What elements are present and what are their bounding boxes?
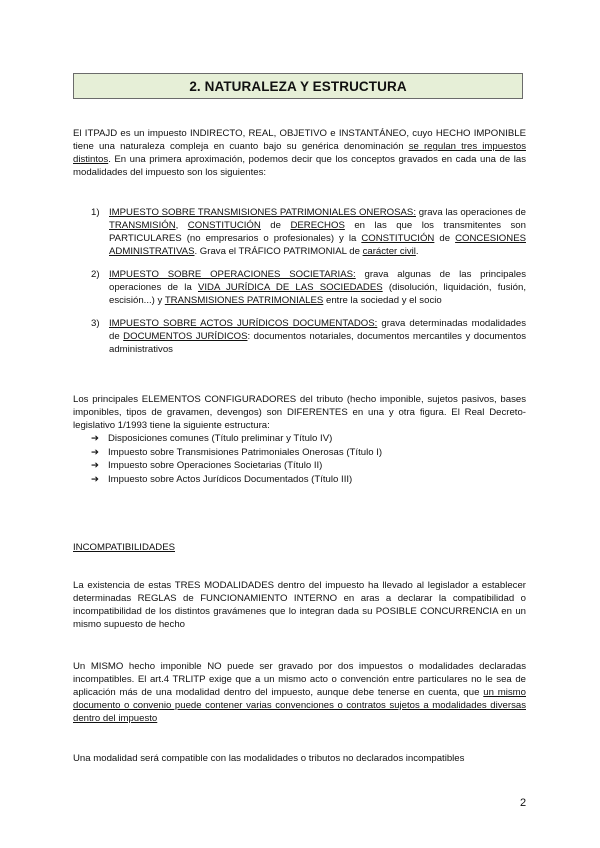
incompat-paragraph-1: La existencia de estas TRES MODALIDADES dentro del impuesto ha llevado al legislador a establecer determinadas REGLAS de FUNCIONAMIENTO INTERNO en aras a declarar la compatibilidad o incompatibilidad de los distintos gravámenes que lo integran dada su POSIBLE CONCURRENCIA en un mismo supuesto de hecho (73, 580, 526, 630)
modalities-list (91, 206, 526, 366)
incompat-p2-text: Un MISMO hecho imponible NO puede ser gravado por dos impuestos o modalidades declaradas incompatibles. El art.4 TRLITP exige que a un mismo acto o convención entre particulares no le sea de aplicación más de una modalidad dentro del impuesto, aunque debe tenerse en cuenta, que (73, 661, 526, 698)
structure-item-label: Impuesto sobre Operaciones Societarias (Título II) (108, 460, 323, 471)
structure-item-label: Impuesto sobre Actos Jurídicos Documentados (Título III) (108, 473, 353, 485)
incompat-paragraph-3: Una modalidad será compatible con las modalidades o tributos no declarados incompatibles (73, 753, 465, 764)
modality-number: 3) (91, 318, 100, 329)
modality-underlined-text: CONCESIONES ADMINISTRATIVAS (109, 233, 526, 257)
modality-underlined-text: TRANSMISIÓN (109, 220, 176, 231)
modality-text: , (175, 220, 188, 231)
modality-underlined-text: CONSTITUCIÓN (187, 220, 261, 231)
incompat-p2-underlined: un mismo documento o convenio puede contener varias convenciones o contratos sujetos a modalidades diversas dentro del impuesto (73, 687, 526, 724)
section-title: 2. NATURALEZA Y ESTRUCTURA (189, 78, 407, 94)
section-title-box (73, 73, 523, 99)
modality-text: grava algunas de las principales operaciones de la (109, 269, 527, 293)
modality-underlined-text: DERECHOS (290, 220, 345, 231)
structure-item (91, 473, 382, 487)
modality-item (91, 206, 526, 258)
structure-item-label: Disposiciones comunes (Título preliminar y Título IV) (108, 433, 333, 444)
incompatibilidades-heading: INCOMPATIBILIDADES (73, 542, 175, 553)
modality-item (91, 268, 526, 307)
intro-underlined: se regulan tres impuestos distintos (73, 141, 526, 165)
modality-text: de (260, 220, 291, 231)
intro-text-1: El ITPAJD es un impuesto INDIRECTO, REAL, OBJETIVO e INSTANTÁNEO, cuyo HECHO IMPONIBLE tiene una naturaleza compleja en cuanto bajo su genérica denominación (73, 128, 526, 152)
arrow-right-icon: ➔ (91, 433, 100, 444)
modality-text: . (415, 246, 419, 257)
structure-item (91, 459, 382, 473)
modality-text: de (434, 233, 456, 244)
structure-item (91, 432, 382, 446)
modality-text: . Grava el TRÁFICO PATRIMONIAL de (194, 246, 363, 257)
modality-number: 2) (91, 269, 100, 280)
intro-paragraph (73, 127, 526, 179)
modality-text: (disolución, liquidación, fusión, escisión...) y (109, 282, 527, 306)
modality-underlined-text: TRANSMISIONES PATRIMONIALES (164, 295, 324, 306)
modality-text: grava determinadas modalidades de (109, 318, 526, 342)
modality-underlined-text: IMPUESTO SOBRE ACTOS JURÍDICOS DOCUMENTADOS: (109, 318, 378, 329)
modality-text: entre la sociedad y el socio (323, 295, 442, 306)
modality-underlined-text: DOCUMENTOS JURÍDICOS (123, 331, 248, 342)
modality-underlined-text: IMPUESTO SOBRE OPERACIONES SOCIETARIAS: (109, 269, 356, 280)
modality-text: grava las operaciones de (416, 207, 526, 218)
page-number: 2 (520, 797, 527, 809)
arrow-right-icon: ➔ (91, 473, 100, 485)
structure-item-label: Impuesto sobre Transmisiones Patrimoniales Onerosas (Título I) (108, 446, 383, 458)
modality-text: : documentos notariales, documentos mercantiles y documentos administrativos (109, 331, 527, 355)
modality-underlined-text: carácter civil (362, 246, 416, 257)
elements-paragraph: Los principales ELEMENTOS CONFIGURADORES del tributo (hecho imponible, sujetos pasivos, bases imponibles, tipos de gravamen, devengos) son DIFERENTES en una y otra figura. El Real Decreto-legislativo 1/1993 tiene la siguiente estructura: (73, 394, 526, 431)
modality-item (91, 317, 526, 356)
incompat-paragraph-2 (73, 660, 526, 725)
arrow-right-icon: ➔ (91, 460, 100, 471)
modality-underlined-text: VIDA JURÍDICA DE LAS SOCIEDADES (197, 282, 383, 293)
modality-number: 1) (91, 207, 100, 218)
intro-text-2: . En una primera aproximación, podemos decir que los conceptos gravados en cada una de las modalidades del impuesto son los siguientes: (73, 154, 526, 178)
arrow-right-icon: ➔ (91, 446, 100, 458)
modality-underlined-text: IMPUESTO SOBRE TRANSMISIONES PATRIMONIALES ONEROSAS: (109, 207, 416, 218)
modality-underlined-text: CONSTITUCIÓN (361, 233, 435, 244)
modality-text: en las que los transmitentes son PARTICULARES (no empresarios o profesionales) y la (109, 220, 526, 244)
structure-item (91, 446, 382, 460)
structure-list (91, 432, 382, 486)
